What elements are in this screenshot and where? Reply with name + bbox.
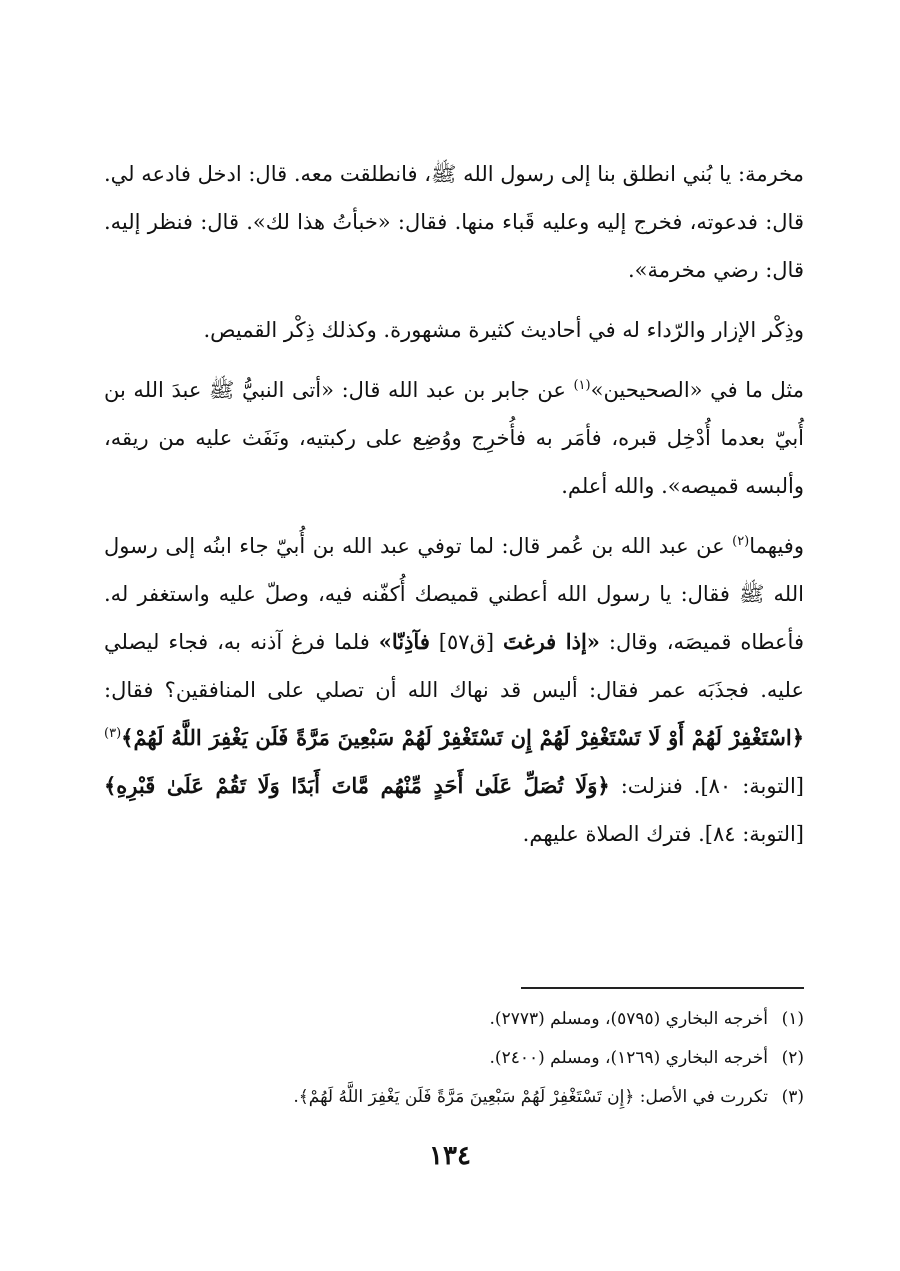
hadith-quote-b: فآذِنّا» [378,629,430,654]
footnote-number: (٣) [781,1087,804,1107]
footnote-divider [521,987,804,989]
paragraph-3-text-a: مثل ما في «الصحيحين» [590,378,804,402]
verse-citation-1: [التوبة: ٨٠]. فنزلت: [609,774,805,798]
main-text [104,150,804,870]
footnote-text: تكررت في الأصل: ﴿إِن تَسْتَغْفِرْ لَهُمْ سَبْعِينَ مَرَّةً فَلَن يَغْفِرَ اللَّهُ لَهُمْ﴾. [293,1087,768,1107]
footnote-ref-2: (٢) [732,534,750,549]
paragraph-2: وذِكْر الإزار والرّداء له في أحاديث كثيرة مشهورة. وكذلك ذِكْر القميص. [203,318,804,342]
footnote-ref-1: (١) [573,378,591,393]
hadith-quote-a: «إذا فرغتَ [502,629,600,654]
paragraph-1: مخرمة: يا بُني انطلق بنا إلى رسول الله ﷺ، فانطلقت معه. قال: ادخل فادعه لي. قال: فدعوته، فخرج إليه وعليه قَباء منها. فقال: «خبأتُ هذا لك». قال: فنظر إليه. قال: رضي مخرمة». [104,162,804,282]
paragraph-4-text-b: عن عبد الله بن عُمر قال: لما توفي عبد الله بن أُبيّ جاء ابنُه إلى رسول الله ﷺ فقال: يا رسول الله أعطني قميصك أُكفّنه فيه، وصلّ عليه واستغفر له. فأعطاه قميصَه، وقال: [104,534,804,654]
page-number: ١٣٤ [429,1141,471,1171]
footnote-2 [104,1039,804,1078]
footnote-text: أخرجه البخاري (١٢٦٩)، ومسلم (٢٤٠٠). [489,1048,768,1068]
footnote-3 [104,1078,804,1117]
paragraph-4 [104,522,804,858]
footnote-1 [104,1000,804,1039]
footnote-number: (١) [781,1009,804,1029]
paragraph-3-text-b: عن جابر بن عبد الله قال: «أتى النبيُّ ﷺ عبدَ الله بن أُبيّ بعدما أُدْخِل قبره، فأمَر به فأُخرِج ووُضِع على ركبتيه، ونَفَث عليه من ريقه، وألبسه قميصه». والله أعلم. [104,378,804,498]
quran-verse-2: ﴿وَلَا تُصَلِّ عَلَىٰ أَحَدٍ مِّنْهُم مَّاتَ أَبَدًا وَلَا تَقُمْ عَلَىٰ قَبْرِهِ﴾ [104,773,610,798]
paragraph-3 [104,366,804,510]
footnotes [104,1000,804,1117]
paragraph-4-text-a: وفيهما [749,534,804,558]
footnote-text: أخرجه البخاري (٥٧٩٥)، ومسلم (٢٧٧٣). [489,1009,768,1029]
manuscript-ref: [ق٥٧] [429,630,503,654]
footnote-number: (٢) [781,1048,804,1068]
paragraph-4-text-c: فلما فرغ آذنه به، فجاء ليصلي عليه. فجذَبَه عمر فقال: أليس قد نهاك الله أن تصلي على المنافقين؟ فقال: [104,630,804,702]
quran-verse-1: ﴿اسْتَغْفِرْ لَهُمْ أَوْ لَا تَسْتَغْفِرْ لَهُمْ إِن تَسْتَغْفِرْ لَهُمْ سَبْعِينَ مَرَّةً فَلَن يَغْفِرَ اللَّهُ لَهُمْ﴾ [121,725,804,750]
verse-citation-2: [التوبة: ٨٤]. فترك الصلاة عليهم. [522,822,804,846]
footnote-ref-3: (٣) [104,726,122,741]
